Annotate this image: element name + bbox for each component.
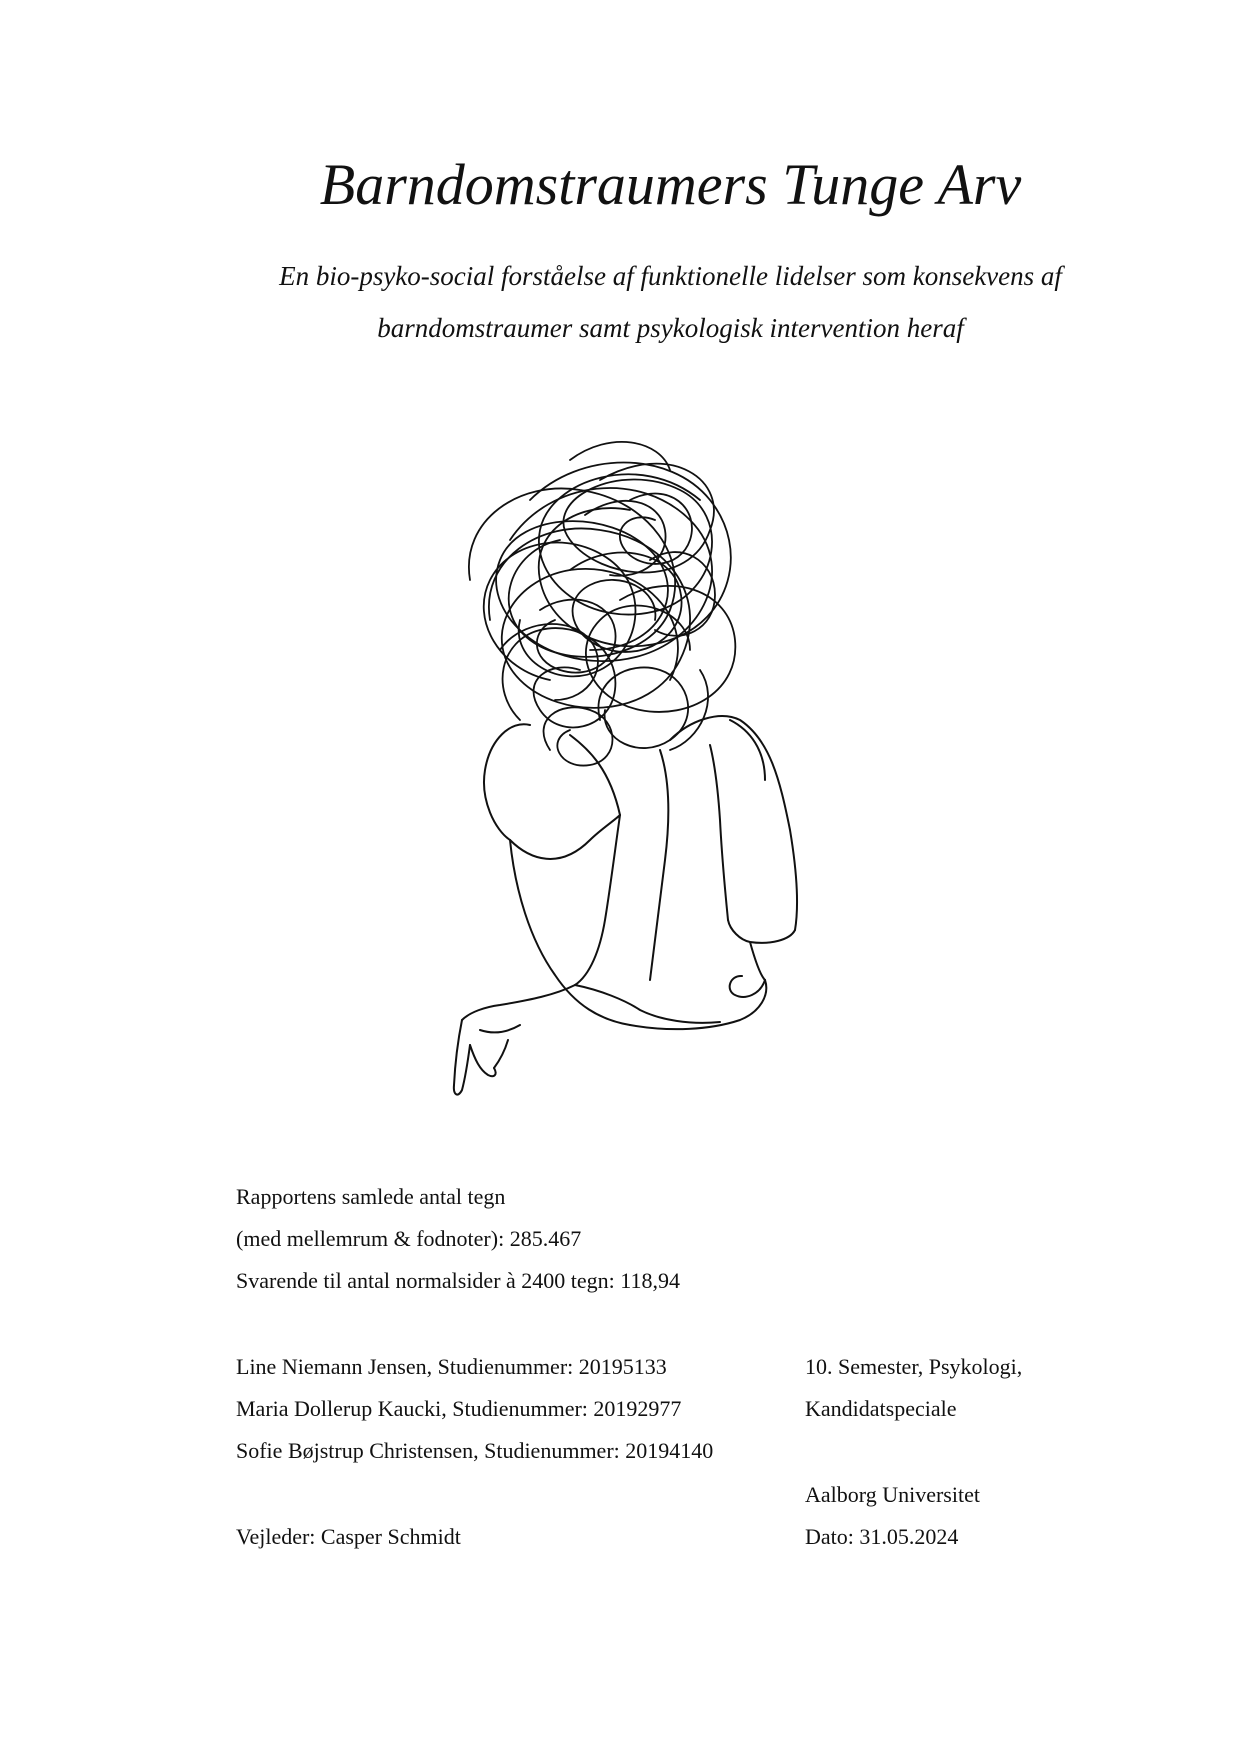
author-3: Sofie Bøjstrup Christensen, Studienummer: 20194140 (236, 1438, 714, 1463)
author-2: Maria Dollerup Kaucki, Studienummer: 20192977 (236, 1396, 682, 1421)
program-line-2: Kandidatspeciale (805, 1396, 957, 1421)
supervisor-line (236, 1516, 461, 1558)
university-name: Aalborg Universitet (805, 1482, 980, 1507)
body-outline (454, 716, 797, 1095)
stats-line-3: Svarende til antal normalsider à 2400 tegn: 118,94 (236, 1268, 680, 1293)
subtitle-line-1: En bio-psyko-social forståelse af funktionelle lidelser som konsekvens af (279, 261, 1062, 291)
program-block (805, 1346, 1022, 1430)
authors-block (236, 1346, 713, 1472)
character-count-block (236, 1176, 680, 1302)
cover-illustration (370, 420, 950, 1140)
university-block (805, 1474, 980, 1558)
subtitle-line-2: barndomstraumer samt psykologisk intervention heraf (377, 313, 964, 343)
scribble-head (469, 442, 735, 766)
submission-date: Dato: 31.05.2024 (805, 1524, 959, 1549)
stats-line-1: Rapportens samlede antal tegn (236, 1184, 506, 1209)
supervisor-text: Vejleder: Casper Schmidt (236, 1524, 461, 1549)
program-line-1: 10. Semester, Psykologi, (805, 1354, 1023, 1379)
stats-line-2: (med mellemrum & fodnoter): 285.467 (236, 1226, 582, 1251)
report-title: Barndomstraumers Tunge Arv (319, 152, 1022, 217)
author-1: Line Niemann Jensen, Studienummer: 20195133 (236, 1354, 667, 1379)
report-subtitle (0, 250, 1241, 354)
